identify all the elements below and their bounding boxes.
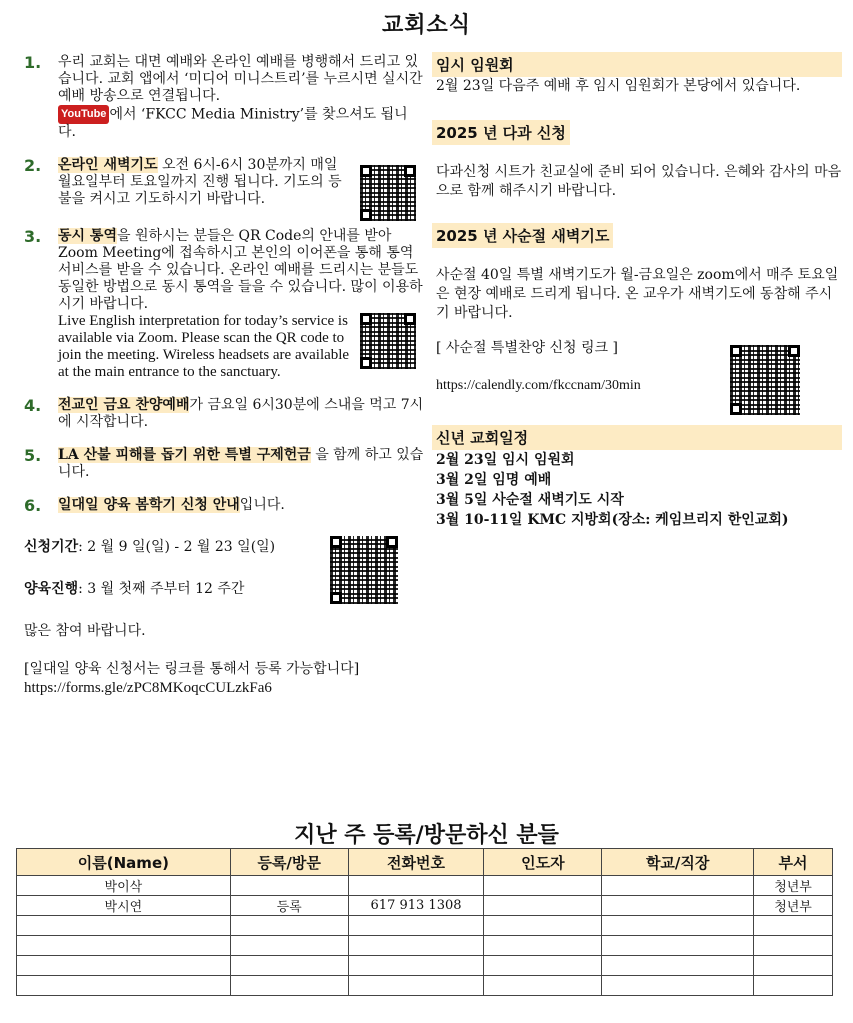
news-item-4 — [24, 397, 424, 431]
youtube-logo-tube: Tube — [80, 108, 107, 120]
visitors-table — [16, 848, 833, 996]
news-item-2 — [24, 157, 424, 208]
table-cell — [754, 956, 833, 976]
english-text: Live English interpretation for today’s service is available via Zoom. Please scan the QR code to join the meeting. Wireless headsets are available at the main entrance to the sanctuary. — [58, 313, 350, 380]
item-number: 4. — [24, 396, 42, 415]
lent-link-url[interactable]: https://calendly.com/fkccnam/30min — [436, 378, 641, 393]
table-header-row — [17, 849, 833, 876]
item-text: 을 함께 하고 있습니다. — [58, 447, 424, 480]
column-header-phone: 전화번호 — [348, 849, 484, 876]
news-item-3 — [24, 228, 424, 381]
table-cell — [484, 896, 602, 916]
table-cell — [754, 916, 833, 936]
section-heading-snacks: 2025 년 다과 신청 — [432, 120, 570, 145]
table-cell — [484, 956, 602, 976]
lent-link-label: [ 사순절 특별찬양 신청 링크 ] — [436, 340, 618, 356]
column-header-guide: 인도자 — [484, 849, 602, 876]
table-cell — [230, 956, 348, 976]
table-cell: 청년부 — [754, 896, 833, 916]
column-header-status: 등록/방문 — [230, 849, 348, 876]
table-cell — [754, 976, 833, 996]
table-cell — [348, 916, 484, 936]
item-highlight: 전교인 금요 찬양예배 — [58, 397, 190, 413]
qr-code-icon[interactable] — [730, 345, 800, 415]
item-number: 1. — [24, 53, 42, 72]
news-item-5 — [24, 447, 424, 481]
table-row — [17, 896, 833, 916]
item-text-2: 에서 ‘FKCC Media Ministry’를 찾으셔도 됩니다. — [58, 106, 408, 140]
table-cell — [348, 976, 484, 996]
item-text: 을 원하시는 분들은 QR Code의 안내를 받아 Zoom Meeting에 접속하시고 본인의 이어폰을 통해 통역 서비스를 받을 수 있습니다. 온라인 예배를 드리시는 분들도 동일한 방법으로 동시 통역을 들을 수 있습니다. 많이 이용하시기 바랍니다. — [58, 228, 423, 312]
section-heading-schedule: 신년 교회일정 — [432, 425, 842, 450]
table-cell — [17, 976, 231, 996]
item-text: 가 금요일 6시30분에 스내을 먹고 7시에 시작합니다. — [58, 397, 424, 430]
page-title: 교회소식 — [381, 12, 471, 38]
item-text: 입니다. — [239, 497, 285, 513]
youtube-logo-you: You — [61, 108, 81, 120]
item-number: 2. — [24, 156, 42, 175]
table-row — [17, 876, 833, 896]
table-row — [17, 956, 833, 976]
item-text: 우리 교회는 대면 예배와 온라인 예배를 병행해서 드리고 있습니다. 교회 앱에서 ‘미디어 미니스트리’를 누르시면 실시간 예배 방송으로 연결됩니다. — [58, 54, 423, 104]
youtube-logo-icon — [58, 105, 109, 124]
link-note: [일대일 양육 신청서는 링크를 통해서 등록 가능합니다] — [24, 661, 360, 677]
table-cell — [484, 916, 602, 936]
schedule-item: 2월 23일 임시 임원회 — [436, 452, 575, 468]
table-cell — [754, 936, 833, 956]
table-cell — [348, 936, 484, 956]
period-label: 신청기간 — [24, 539, 79, 555]
table-cell: 617 913 1308 — [348, 896, 484, 916]
qr-code-icon[interactable] — [330, 536, 398, 604]
schedule-item: 3월 2일 임명 예배 — [436, 472, 552, 488]
table-cell — [17, 956, 231, 976]
item-highlight: LA 산불 피해를 돕기 위한 특별 구제헌금 — [58, 447, 311, 463]
column-header-name: 이름(Name) — [17, 849, 231, 876]
table-cell — [602, 956, 754, 976]
schedule-item: 3월 10-11일 KMC 지방회(장소: 케임브리지 한인교회) — [436, 512, 789, 528]
item-text: 오전 6시-6시 30분까지 매일 월요일부터 토요일까지 진행 됩니다. 기도의 등불을 켜시고 기도하시기 바랍니다. — [58, 157, 342, 207]
visitors-title: 지난 주 등록/방문하신 분들 — [294, 822, 559, 848]
section-text-lent: 사순절 40일 특별 새벽기도가 월-금요일은 zoom에서 매주 토요일은 현장 예배로 드리게 됩니다. 온 교우가 새벽기도에 동참해 주시기 바랍니다. — [436, 267, 839, 321]
table-cell: 박시연 — [17, 896, 231, 916]
qr-code-icon[interactable] — [360, 165, 416, 221]
table-cell — [348, 876, 484, 896]
column-header-department: 부서 — [754, 849, 833, 876]
table-row — [17, 976, 833, 996]
section-heading-lent: 2025 년 사순절 새벽기도 — [432, 223, 613, 248]
table-cell — [17, 936, 231, 956]
table-cell — [17, 916, 231, 936]
table-cell — [602, 916, 754, 936]
table-cell — [484, 976, 602, 996]
item-highlight: 일대일 양육 봄학기 신청 안내 — [58, 497, 240, 513]
schedule-list — [432, 450, 842, 530]
table-cell — [230, 976, 348, 996]
table-row — [17, 936, 833, 956]
participation-text: 많은 참여 바랍니다. — [24, 623, 146, 639]
signup-link[interactable]: https://forms.gle/zPC8MKoqcCULzkFa6 — [24, 680, 272, 696]
table-cell — [484, 876, 602, 896]
item-number: 3. — [24, 227, 42, 246]
left-column — [24, 52, 424, 697]
item-highlight: 동시 통역 — [58, 228, 117, 244]
progress-value: : 3 월 첫째 주부터 12 주간 — [78, 581, 245, 597]
section-heading-board: 임시 임원회 — [432, 52, 842, 77]
visitors-table-body — [17, 876, 833, 996]
table-cell — [484, 936, 602, 956]
item-highlight: 온라인 새벽기도 — [58, 157, 158, 173]
table-cell: 등록 — [230, 896, 348, 916]
table-cell — [230, 876, 348, 896]
news-item-6 — [24, 497, 424, 514]
table-cell — [230, 936, 348, 956]
table-row — [17, 916, 833, 936]
schedule-item: 3월 5일 사순절 새벽기도 시작 — [436, 492, 624, 508]
right-column — [432, 52, 842, 530]
table-cell: 박이삭 — [17, 876, 231, 896]
news-item-1 — [24, 54, 424, 141]
table-cell: 청년부 — [754, 876, 833, 896]
section-text-snacks: 다과신청 시트가 친교실에 준비 되어 있습니다. 은혜와 감사의 마음으로 함께 해주시기 바랍니다. — [436, 164, 842, 199]
lent-link-block — [432, 339, 842, 395]
table-cell — [348, 956, 484, 976]
qr-code-icon[interactable] — [360, 313, 416, 369]
table-cell — [230, 916, 348, 936]
period-value: : 2 월 9 일(일) - 2 월 23 일(일) — [78, 539, 276, 555]
progress-label: 양육진행 — [24, 581, 79, 597]
table-cell — [602, 896, 754, 916]
table-cell — [602, 936, 754, 956]
item-number: 5. — [24, 446, 42, 465]
table-cell — [602, 976, 754, 996]
signup-block — [24, 536, 424, 697]
english-block — [58, 313, 424, 381]
item-number: 6. — [24, 496, 42, 515]
section-text-board: 2월 23일 다음주 예배 후 임시 임원회가 본당에서 있습니다. — [436, 78, 801, 94]
column-header-school-work: 학교/직장 — [602, 849, 754, 876]
table-cell — [602, 876, 754, 896]
